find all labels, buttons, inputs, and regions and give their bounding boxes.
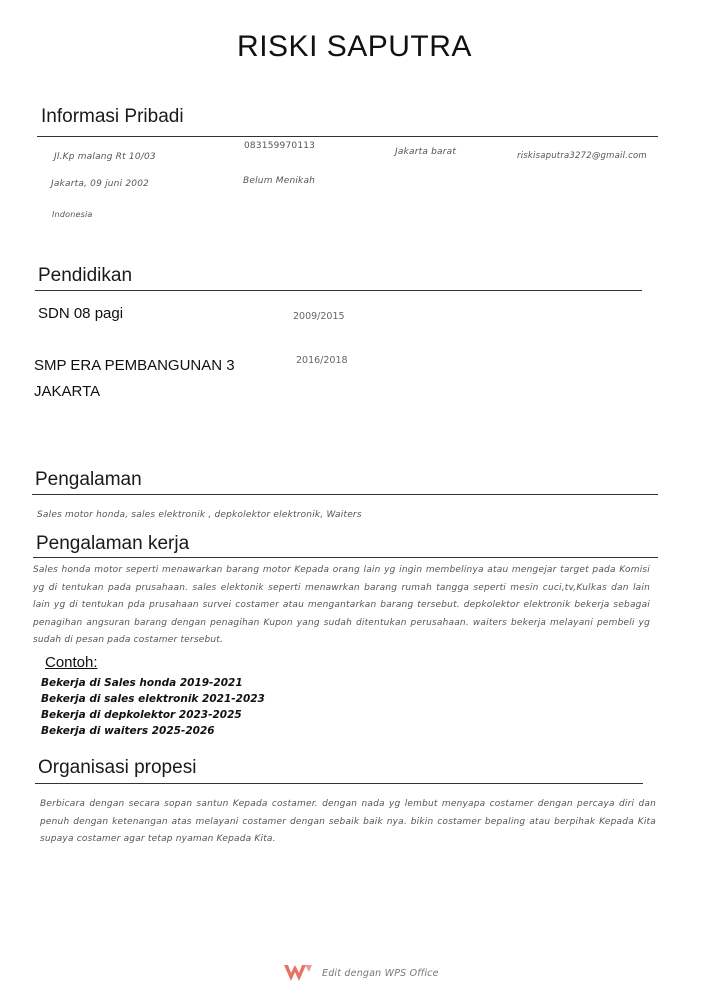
section-heading-experience: Pengalaman bbox=[35, 469, 142, 490]
organization-description: Berbicara dengan secara sopan santun Kepada costamer. dengan nada yg lembut menyapa costamer dengan percaya diri dan penuh dengan ketenangan atas melayani costamer dengan sebaik baik nya. bikin costamer bepaling atau berpihak Kepada Kita supaya costamer agar tetap nyaman Kepada Kita. bbox=[40, 799, 656, 844]
section-heading-personal-info: Informasi Pribadi bbox=[41, 106, 184, 127]
divider bbox=[33, 557, 658, 558]
example-item: Bekerja di depkolektor 2023-2025 bbox=[41, 709, 242, 721]
divider bbox=[32, 494, 658, 495]
nationality: Indonesia bbox=[52, 210, 93, 219]
experience-summary: Sales motor honda, sales elektronik , depkolektor elektronik, Waiters bbox=[37, 510, 362, 520]
education-years: 2016/2018 bbox=[296, 355, 348, 366]
education-school: SDN 08 pagi bbox=[38, 305, 124, 322]
examples-heading: Contoh: bbox=[45, 654, 98, 671]
section-heading-work-experience: Pengalaman kerja bbox=[36, 533, 190, 554]
example-item: Bekerja di Sales honda 2019-2021 bbox=[41, 677, 243, 689]
birth-date-place: Jakarta, 09 juni 2002 bbox=[51, 179, 150, 189]
divider bbox=[37, 136, 658, 137]
divider bbox=[35, 290, 642, 291]
city: Jakarta barat bbox=[395, 147, 457, 157]
education-school: SMP ERA PEMBANGUNAN 3 bbox=[34, 357, 235, 374]
section-heading-organization: Organisasi propesi bbox=[38, 757, 197, 778]
wps-watermark-text: Edit dengan WPS Office bbox=[322, 968, 439, 979]
address: Jl.Kp malang Rt 10/03 bbox=[54, 152, 156, 162]
phone-number: 083159970113 bbox=[244, 141, 316, 151]
example-item: Bekerja di waiters 2025-2026 bbox=[41, 725, 215, 737]
example-item: Bekerja di sales elektronik 2021-2023 bbox=[41, 693, 265, 705]
education-years: 2009/2015 bbox=[293, 311, 345, 322]
divider bbox=[35, 783, 643, 784]
education-school-line2: JAKARTA bbox=[34, 383, 101, 400]
marital-status: Belum Menikah bbox=[243, 176, 316, 186]
wps-logo-icon bbox=[283, 962, 313, 984]
resume-name: RISKI SAPUTRA bbox=[237, 30, 472, 63]
email: riskisaputra3272@gmail.com bbox=[517, 151, 647, 161]
section-heading-education: Pendidikan bbox=[38, 265, 133, 286]
work-description: Sales honda motor seperti menawarkan barang motor Kepada orang lain yg ingin membelinya atau mengejar target pada Komisi yg di tentukan pada prusahaan. sales elektonik seperti menawrkan barang rumah tangga seperti mesin cuci,tv,Kulkas dan lain lain yg di tentukan pda prusahaan survei costamer atau mengantarkan barang tersebut. depkolektor elektronik bekerja sebagai penagihan angsuran barang dengan penagihan Kupon yang sudah ditentukan perusahaan. waiters bekerja melayani pembeli yg sudah di pesan pada costamer tersebut. bbox=[33, 565, 650, 645]
